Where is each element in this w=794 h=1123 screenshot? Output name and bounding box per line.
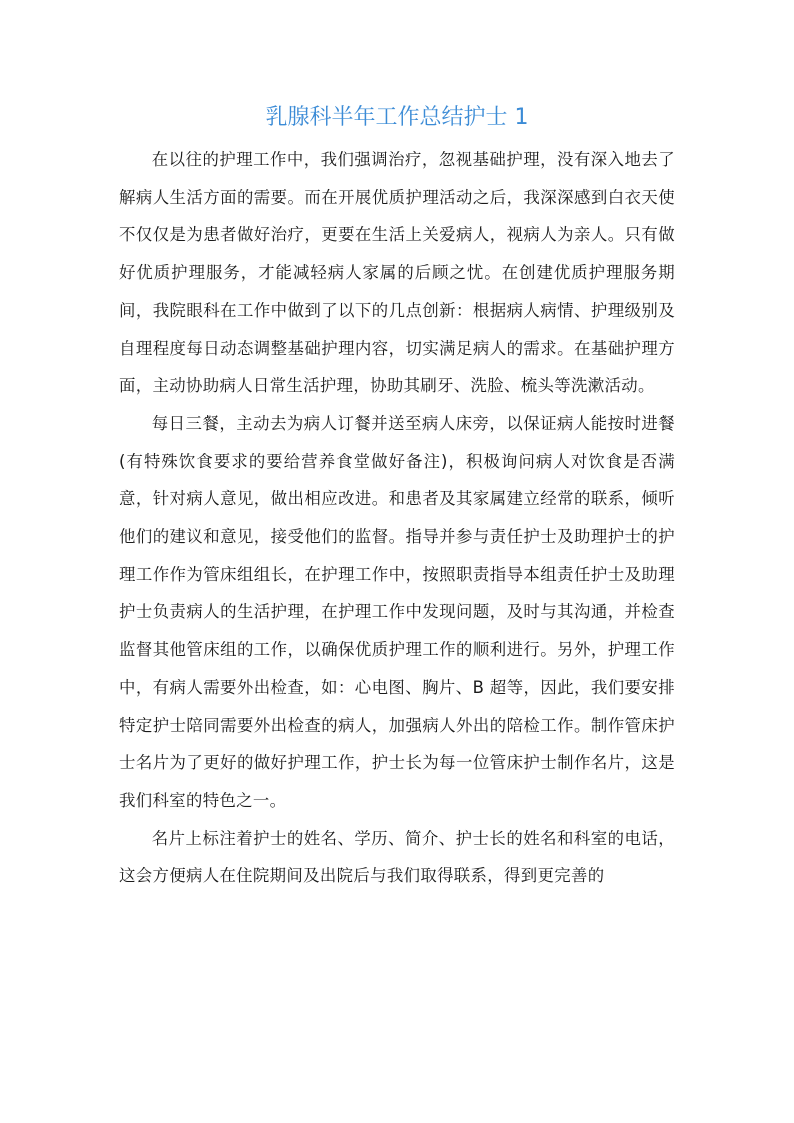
paragraph-1: 在以往的护理工作中，我们强调治疗，忽视基础护理，没有深入地去了解病人生活方面的需要。而在开展优质护理活动之后，我深深感到白衣天使不仅仅是为患者做好治疗，更要在生活上关爱病人，视病人为亲人。只有做好优质护理服务，才能减轻病人家属的后顾之忧。在创建优质护理服务期间，我院眼科在工作中做到了以下的几点创新：根据病人病情、护理级别及自理程度每日动态调整基础护理内容，切实满足病人的需求。在基础护理方面，主动协助病人日常生活护理，协助其刷牙、洗脸、梳头等洗漱活动。 (119, 150, 675, 396)
paragraph-3: 名片上标注着护士的姓名、学历、简介、护士长的姓名和科室的电话，这会方便病人在住院期间及出院后与我们取得联系，得到更完善的 (119, 828, 675, 886)
paragraph-2: 每日三餐，主动去为病人订餐并送至病人床旁，以保证病人能按时进餐(有特殊饮食要求的要给营养食堂做好备注)，积极询问病人对饮食是否满意，针对病人意见，做出相应改进。和患者及其家属建立经常的联系，倾听他们的建议和意见，接受他们的监督。指导并参与责任护士及助理护士的护理工作作为管床组组长，在护理工作中，按照职责指导本组责任护士及助理护士负责病人的生活护理，在护理工作中发现问题，及时与其沟通，并检查监督其他管床组的工作，以确保优质护理工作的顺利进行。另外，护理工作中，有病人需要外出检查，如：心电图、胸片、B 超等，因此，我们要安排特定护士陪同需要外出检查的病人，加强病人外出的陪检工作。制作管床护士名片为了更好的做好护理工作，护士长为每一位管床护士制作名片，这是我们科室的特色之一。 (119, 413, 675, 810)
document-title: 乳腺科半年工作总结护士 1 (265, 105, 529, 130)
document-body (119, 141, 675, 895)
